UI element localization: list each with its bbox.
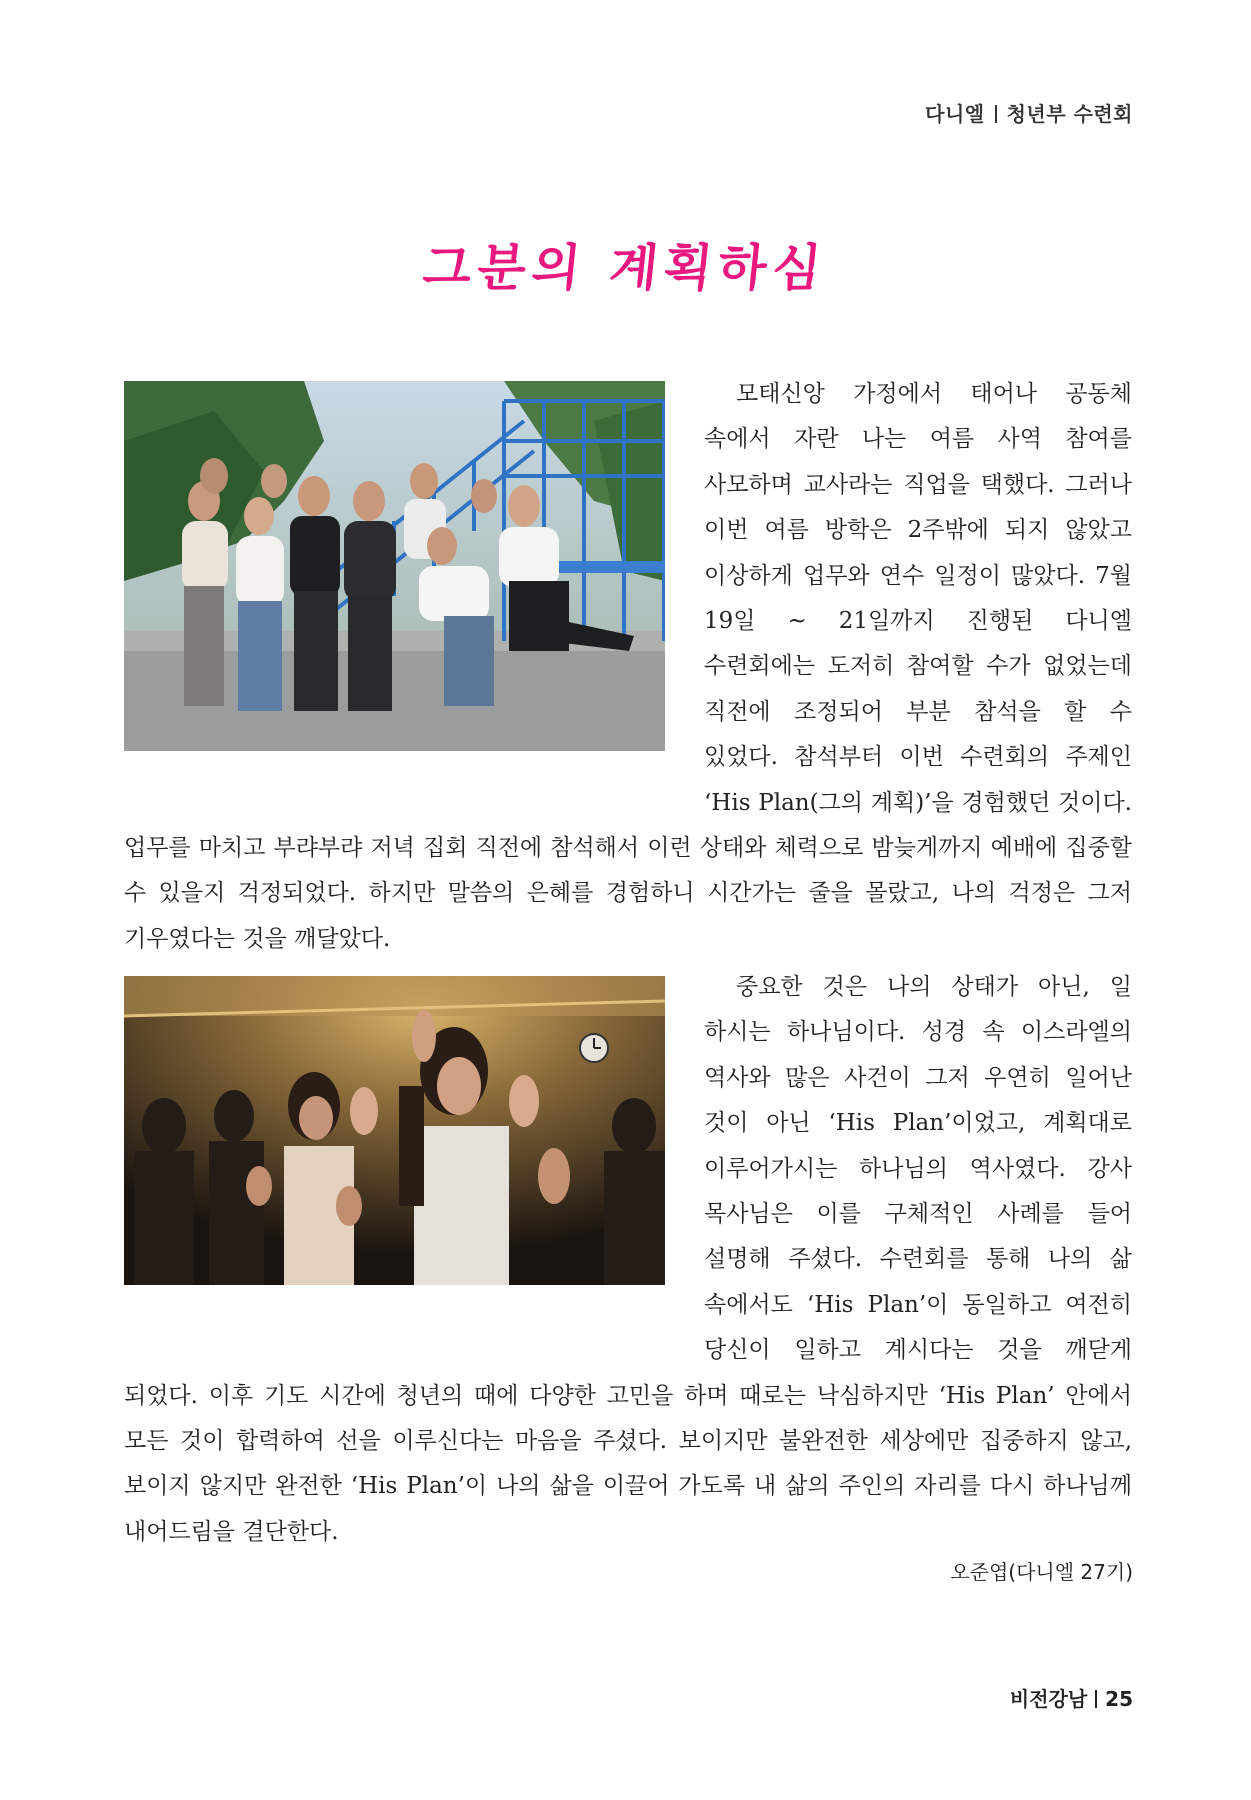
article-paragraph-2 [124,965,1132,1555]
header-divider [995,105,997,123]
photo-wrap-space [124,372,704,790]
article-author: 오준엽(다니엘 27기) [950,1560,1133,1584]
paragraph-1-text: 모태신앙 가정에서 태어나 공동체 속에서 자란 나는 여름 사역 참여를 사모하며 교사라는 직업을 택했다. 그러나 이번 여름 방학은 2주밖에 되지 않았고 이상하게 업무와 연수 일정이 많았다. 7월 19일 ~ 21일까지 진행된 다니엘 수련회에는 도저히 참여할 수가 없었는데 직전에 조정되어 부분 참석을 할 수 있었다. 참석부터 이번 수련회의 주제인 ‘His Plan(그의 계획)’을 경험했던 것이다. 업무를 마치고 부랴부랴 저녁 집회 직전에 참석해서 이런 상태와 체력으로 밤늦게까지 예배에 집중할 수 있을지 걱정되었다. 하지만 말씀의 은혜를 경험하니 시간가는 줄을 몰랐고, 나의 걱정은 그저 기우였다는 것을 깨달았다. [124,381,1132,952]
photo-wrap-space [124,965,704,1335]
footer-divider [1095,1690,1097,1708]
subsection-name: 청년부 수련회 [1006,102,1133,126]
page-number: 25 [1105,1687,1133,1711]
paragraph-2-text: 중요한 것은 나의 상태가 아닌, 일 하시는 하나님이다. 성경 속 이스라엘의 역사와 많은 사건이 그저 우연히 일어난 것이 아닌 ‘His Plan’이었고, 계획대로 이루어가시는 하나님의 역사였다. 강사 목사님은 이를 구체적인 사례를 들어 설명해 주셨다. 수련회를 통해 나의 삶 속에서도 ‘His Plan’이 동일하고 여전히 당신이 일하고 계시다는 것을 깨닫게 되었다. 이후 기도 시간에 청년의 때에 다양한 고민을 하며 때로는 낙심하지만 ‘His Plan’ 안에서 모든 것이 합력하여 선을 이루신다는 마음을 주셨다. 보이지만 불완전한 세상에만 집중하지 않고, 보이지 않지만 완전한 ‘His Plan’이 나의 삶을 이끌어 가도록 내 삶의 주인의 자리를 다시 하나님께 내어드림을 결단한다. [124,974,1132,1545]
article-paragraph-1 [124,372,1132,962]
section-name: 다니엘 [925,102,985,126]
page-footer [1010,1683,1133,1712]
magazine-name: 비전강남 [1009,1687,1088,1711]
article-title: 그분의 계획하심 [420,239,830,297]
section-header [925,98,1133,127]
